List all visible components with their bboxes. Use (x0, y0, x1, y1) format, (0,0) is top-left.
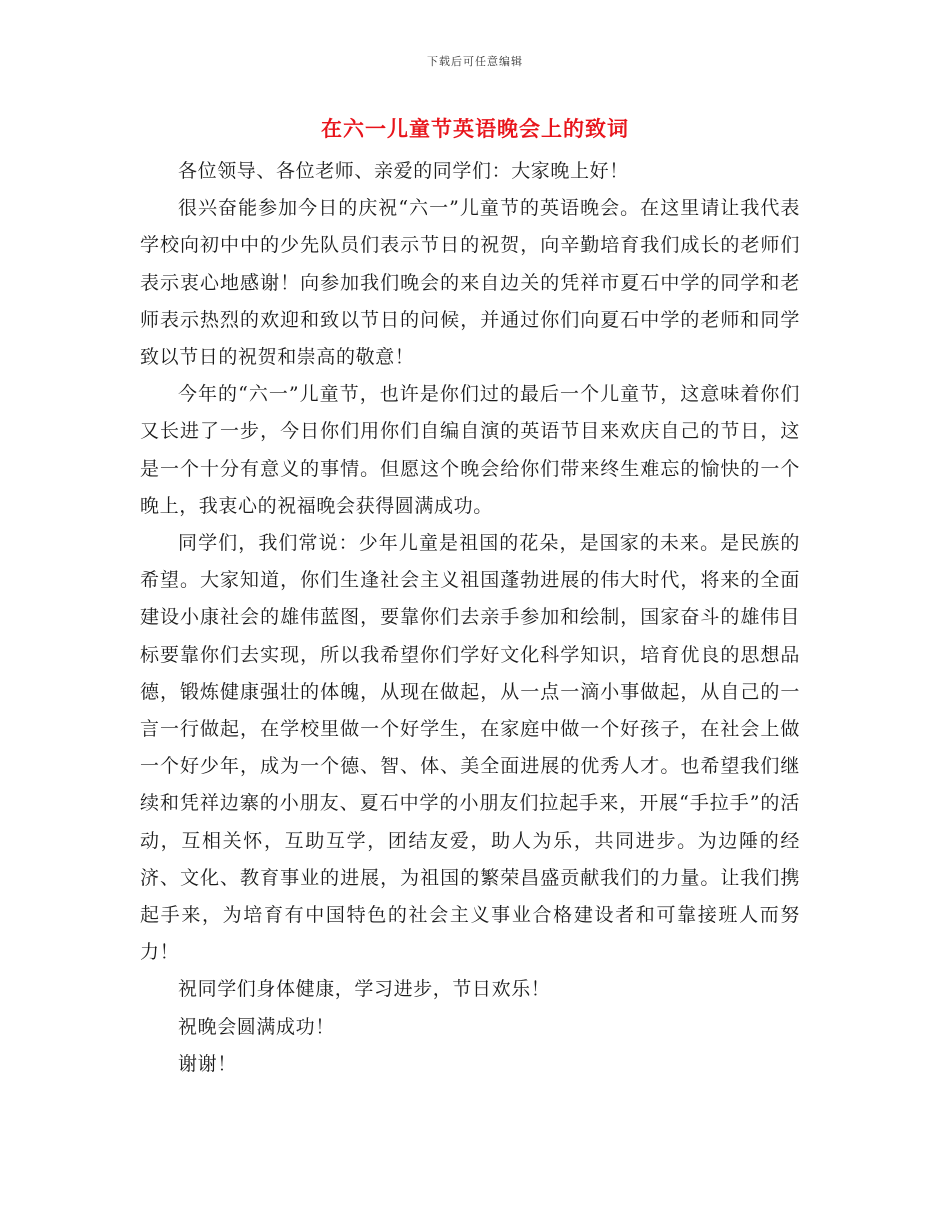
body-paragraph: 很兴奋能参加今日的庆祝“六一”儿童节的英语晚会。在这里请让我代表学校向初中中的少先队员们表示节日的祝贺，向辛勤培育我们成长的老师们表示衷心地感谢！向参加我们晚会的来自边关的凭祥市夏石中学的同学和老师表示热烈的欢迎和致以节日的问候，并通过你们向夏石中学的老师和同学致以节日的祝贺和崇高的敬意！ (140, 197, 800, 369)
thanks-paragraph: 谢谢！ (178, 1052, 237, 1075)
body-paragraph: 同学们，我们常说：少年儿童是祖国的花朵，是国家的未来。是民族的希望。大家知道，你们生逢社会主义祖国蓬勃进展的伟大时代，将来的全面建设小康社会的雄伟蓝图，要靠你们去亲手参加和绘制，国家奋斗的雄伟目标要靠你们去实现，所以我希望你们学好文化科学知识，培育优良的思想品德，锻炼健康强壮的体魄，从现在做起，从一点一滴小事做起，从自己的一言一行做起，在学校里做一个好学生，在家庭中做一个好孩子，在社会上做一个好少年，成为一个德、智、体、美全面进展的优秀人才。也希望我们继续和凭祥边寨的小朋友、夏石中学的小朋友们拉起手来，开展“手拉手”的活动，互相关怀，互助互学，团结友爱，助人为乐，共同进步。为边陲的经济、文化、教育事业的进展，为祖国的繁荣昌盛贡献我们的力量。让我们携起手来，为培育有中国特色的社会主义事业合格建设者和可靠接班人而努力！ (140, 532, 800, 964)
document-body (140, 153, 800, 1083)
body-paragraph: 今年的“六一”儿童节，也许是你们过的最后一个儿童节，这意味着你们又长进了一步，今日你们用你们自编自演的英语节目来欢庆自己的节日，这是一个十分有意义的事情。但愿这个晚会给你们带来终生难忘的愉快的一个晚上，我衷心的祝福晚会获得圆满成功。 (140, 383, 800, 517)
document-title: 在六一儿童节英语晚会上的致词 (321, 117, 629, 141)
closing-wish-paragraph: 祝同学们身体健康，学习进步，节日欢乐！ (178, 978, 551, 1001)
greeting-paragraph: 各位领导、各位老师、亲爱的同学们：大家晚上好！ (178, 160, 629, 182)
closing-wish-paragraph: 祝晚会圆满成功！ (178, 1015, 335, 1038)
header-note: 下载后可任意编辑 (427, 55, 523, 68)
